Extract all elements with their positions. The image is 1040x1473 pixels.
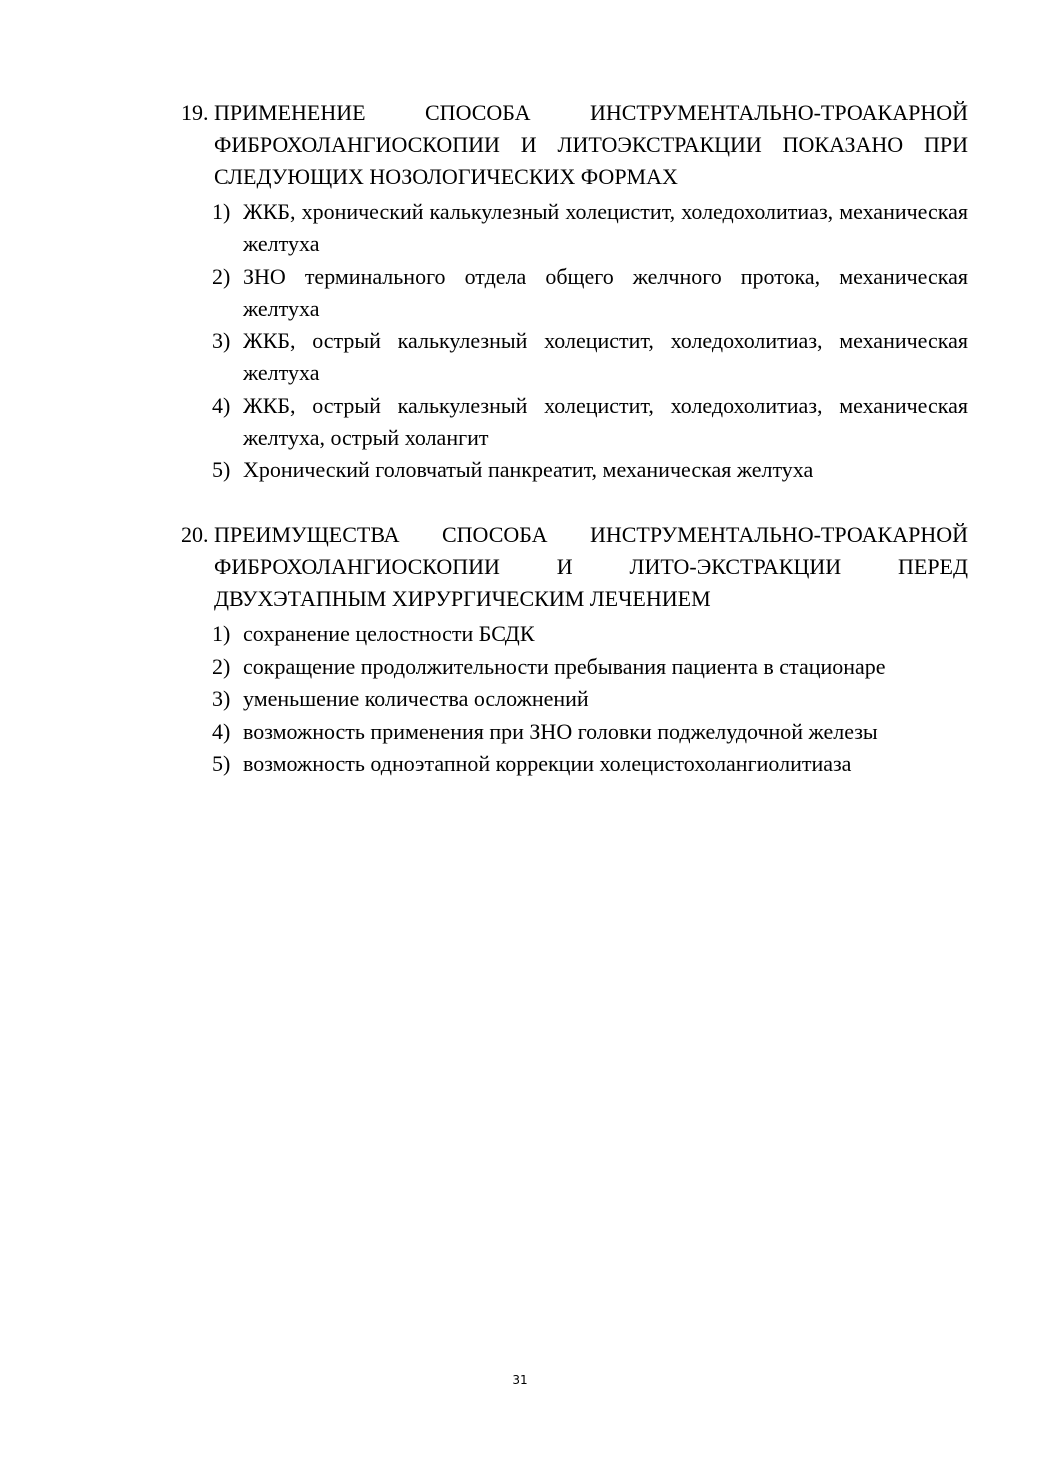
question-text: ПРИМЕНЕНИЕ СПОСОБА ИНСТРУМЕНТАЛЬНО-ТРОАКАРНОЙ ФИБРОХОЛАНГИОСКОПИИ И ЛИТОЭКСТРАКЦИИ ПОКАЗАНО ПРИ СЛЕДУЮЩИХ НОЗОЛОГИЧЕСКИХ ФОРМАХ (214, 100, 968, 189)
option-number: 2) (212, 653, 231, 679)
option-number: 1) (212, 199, 231, 224)
option-text: сохранение целостности БСДК (243, 621, 535, 646)
answer-options (181, 196, 968, 486)
option-text: ЖКБ, хронический калькулезный холецистит, холедохолитиаз, механическая желтуха (243, 199, 968, 256)
option-number: 3) (212, 686, 231, 711)
answer-option (212, 390, 968, 454)
option-number: 3) (212, 328, 231, 353)
question-heading (181, 519, 968, 615)
question-20 (181, 519, 968, 781)
option-number: 5) (212, 751, 231, 776)
option-number: 4) (212, 392, 231, 418)
question-number: 20. (181, 522, 209, 547)
answer-options (181, 618, 968, 780)
answer-option (212, 683, 968, 715)
option-number: 5) (212, 457, 231, 482)
question-number: 19. (181, 100, 209, 125)
option-text: уменьшение количества осложнений (243, 686, 589, 711)
answer-option (212, 651, 968, 683)
option-text: ЖКБ, острый калькулезный холецистит, холедохолитиаз, механическая желтуха (243, 328, 968, 385)
question-text: ПРЕИМУЩЕСТВА СПОСОБА ИНСТРУМЕНТАЛЬНО-ТРОАКАРНОЙ ФИБРОХОЛАНГИОСКОПИИ И ЛИТО-ЭКСТРАКЦИИ ПЕРЕД ДВУХЭТАПНЫМ ХИРУРГИЧЕСКИМ ЛЕЧЕНИЕМ (214, 522, 968, 611)
answer-option (212, 748, 968, 780)
answer-option (212, 618, 968, 650)
answer-option (212, 196, 968, 260)
question-19 (181, 97, 968, 487)
option-number: 1) (212, 621, 231, 646)
answer-option (212, 454, 968, 486)
option-text: сокращение продолжительности пребывания пациента в стационаре (243, 653, 886, 679)
option-text: ЗНО терминального отдела общего желчного протока, механическая желтуха (243, 263, 968, 321)
option-number: 4) (212, 718, 231, 744)
option-text: ЖКБ, острый калькулезный холецистит, холедохолитиаз, механическая желтуха, острый холангит (243, 392, 968, 450)
answer-option (212, 325, 968, 389)
option-number: 2) (212, 263, 231, 289)
option-text: Хронический головчатый панкреатит, механическая желтуха (243, 457, 814, 482)
answer-option (212, 716, 968, 748)
question-heading (181, 97, 968, 193)
option-text: возможность одноэтапной коррекции холецистохолангиолитиаза (243, 751, 852, 776)
option-text: возможность применения при ЗНО головки поджелудочной железы (243, 718, 878, 744)
page-number: 31 (512, 1373, 528, 1387)
answer-option (212, 261, 968, 325)
